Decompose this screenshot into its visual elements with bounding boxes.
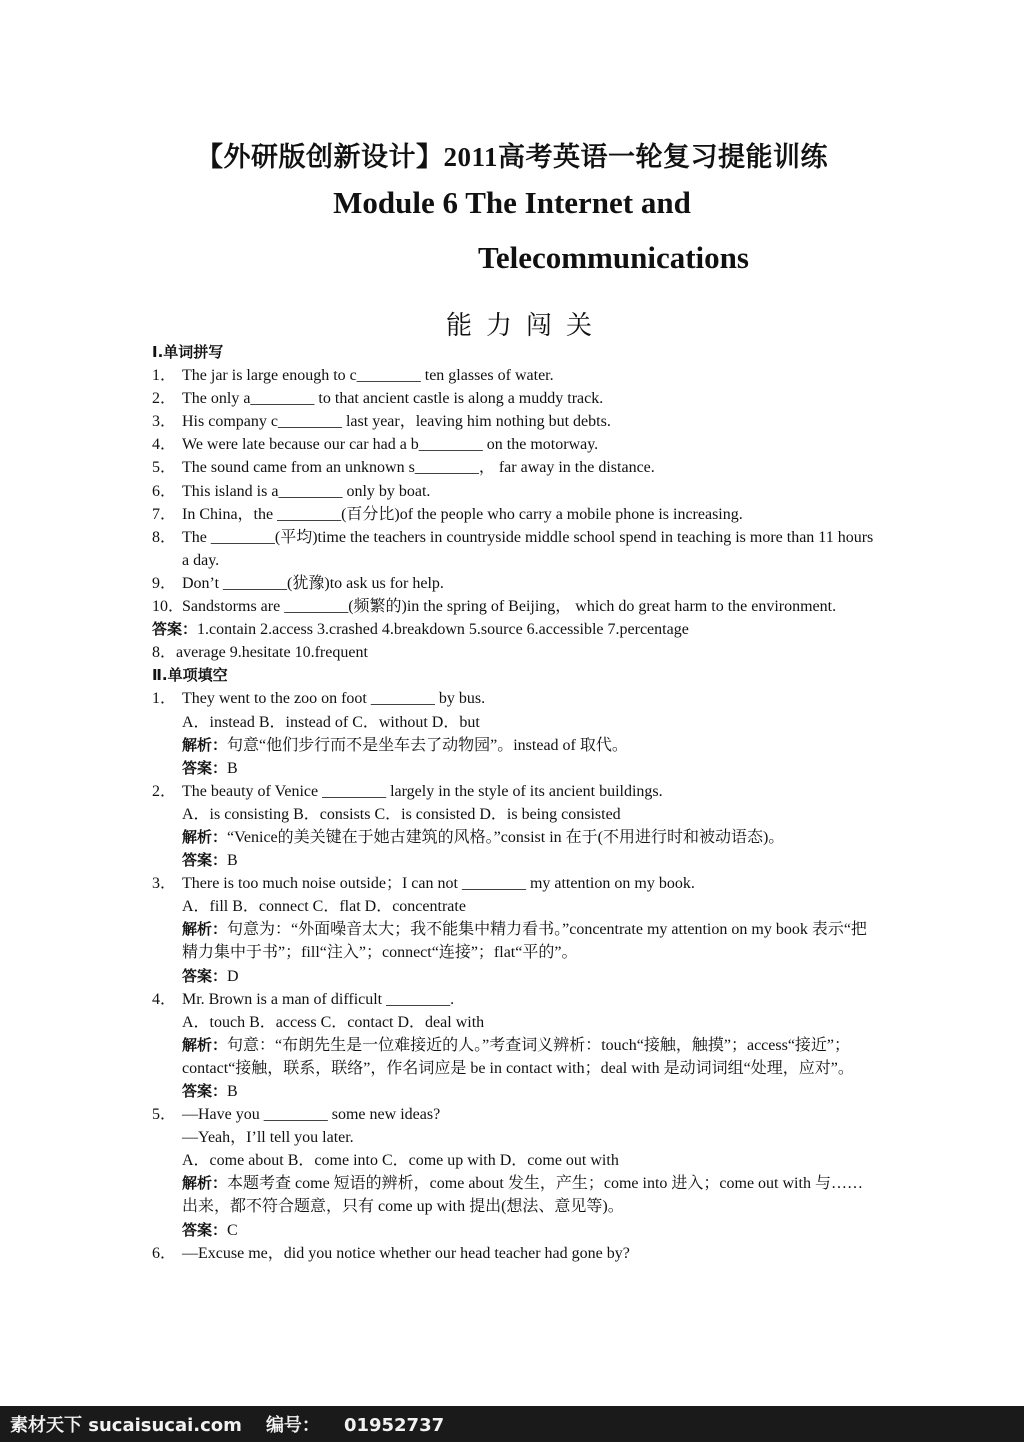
watermark-site: 素材天下 sucaisucai.com <box>10 1415 242 1436</box>
question-item: 4． Mr. Brown is a man of difficult ________. <box>152 990 455 1008</box>
list-item: 7． In China，the ________(百分比)of the people who carry a mobile phone is increasing. <box>152 503 874 526</box>
list-item: 3． His company c________ last year，leaving him nothing but debts. <box>152 410 874 433</box>
module-title-continued: Telecommunications <box>478 240 749 275</box>
list-item: 2． The only a________ to that ancient castle is along a muddy track. <box>152 387 874 410</box>
watermark-code: 编号： 01952737 <box>265 1415 445 1436</box>
question-text: The only a________ to that ancient castle is along a muddy track. <box>182 390 604 408</box>
question-answer: 答案：D <box>182 966 239 985</box>
section1-heading: Ⅰ.单词拼写 <box>152 343 224 361</box>
document-title: 【外研版创新设计】2011高考英语一轮复习提能训练 <box>195 142 828 172</box>
worksheet-content <box>152 341 874 1265</box>
question-text: Sandstorms are ________(频繁的)in the spring of Beijing， which do great harm to the environment. <box>182 598 837 616</box>
list-item: 1． The jar is large enough to c________ ten glasses of water. <box>152 364 874 387</box>
question-text: His company c________ last year，leaving him nothing but debts. <box>182 413 611 431</box>
section1-answers: 答案：1.contain 2.access 3.crashed 4.breakdown 5.source 6.accessible 7.percentage <box>152 620 689 639</box>
question-item: 6． —Excuse me，did you notice whether our head teacher had gone by? <box>152 1244 630 1262</box>
question-analysis: 解析：句意：“布朗先生是一位难接近的人。”考查词义辨析：touch“接触，触摸”；access“接近”；contact“接触，联系，联络”，作名词应是 be in contact with；deal with 是动词词组“处理，应对”。 <box>182 1035 854 1077</box>
question-answer: 答案：C <box>182 1220 238 1239</box>
section1-answers-continued: 8．average 9.hesitate 10.frequent <box>152 644 368 662</box>
question-analysis: 解析：句意为：“外面噪音太大；我不能集中精力看书。”concentrate my attention on my book 表示“把精力集中于书”；fill“注入”；connect“连接”；flat“平的”。 <box>182 920 867 962</box>
question-options: A．is consisting B．consists C．is consisted D．is being consisted <box>182 805 621 823</box>
question-text: Don’t ________(犹豫)to ask us for help. <box>182 574 444 592</box>
question-analysis: 解析：本题考查 come 短语的辨析，come about 发生，产生；come into 进入；come out with 与……出来，都不符合题意，只有 come up with 提出(想法、意见等)。 <box>182 1174 863 1216</box>
list-item: 4． We were late because our car had a b________ on the motorway. <box>152 433 874 456</box>
question-text: The ________(平均)time the teachers in countryside middle school spend in teaching is more than 11 hours a day. <box>182 528 874 569</box>
watermark-bar <box>0 1406 1024 1442</box>
section-subtitle: 能力闯关 <box>445 311 606 340</box>
question-item: 1． They went to the zoo on foot ________ by bus. <box>152 690 486 708</box>
question-dialogue-line: —Yeah，I’ll tell you later. <box>182 1129 354 1147</box>
question-text: The jar is large enough to c________ ten glasses of water. <box>182 367 554 385</box>
list-item: 9． Don’t ________(犹豫)to ask us for help. <box>152 572 874 595</box>
list-item: 10． Sandstorms are ________(频繁的)in the spring of Beijing， which do great harm to the environment. <box>152 595 874 618</box>
question-options: A．come about B．come into C．come up with D．come out with <box>182 1152 619 1170</box>
question-text: This island is a________ only by boat. <box>182 482 431 500</box>
question-options: A．instead B．instead of C．without D．but <box>182 713 480 731</box>
question-item: 2． The beauty of Venice ________ largely in the style of its ancient buildings. <box>152 782 663 800</box>
question-analysis: 解析：句意“他们步行而不是坐车去了动物园”。instead of 取代。 <box>182 735 628 754</box>
question-analysis: 解析：“Venice的美关键在于她古建筑的风格。”consist in 在于(不用进行时和被动语态)。 <box>182 827 785 846</box>
list-item: 6． This island is a________ only by boat. <box>152 480 874 503</box>
section2-heading: Ⅱ.单项填空 <box>152 666 228 685</box>
question-text: The sound came from an unknown s________， far away in the distance. <box>182 459 655 477</box>
list-item: 5． The sound came from an unknown s________， far away in the distance. <box>152 456 874 479</box>
module-title: Module 6 The Internet and <box>333 185 691 220</box>
list-item: 8． The ________(平均)time the teachers in countryside middle school spend in teaching is more than 11 hours a day. <box>152 526 874 572</box>
question-options: A．fill B．connect C．flat D．concentrate <box>182 898 466 916</box>
question-item: 5． —Have you ________ some new ideas? <box>152 1106 441 1124</box>
question-item: 3． There is too much noise outside；I can not ________ my attention on my book. <box>152 875 695 893</box>
question-text: In China，the ________(百分比)of the people who carry a mobile phone is increasing. <box>182 505 743 523</box>
question-text: We were late because our car had a b________ on the motorway. <box>182 436 599 454</box>
question-answer: 答案：B <box>182 851 238 870</box>
question-answer: 答案：B <box>182 758 238 777</box>
question-options: A．touch B．access C．contact D．deal with <box>182 1013 485 1031</box>
question-answer: 答案：B <box>182 1082 238 1100</box>
